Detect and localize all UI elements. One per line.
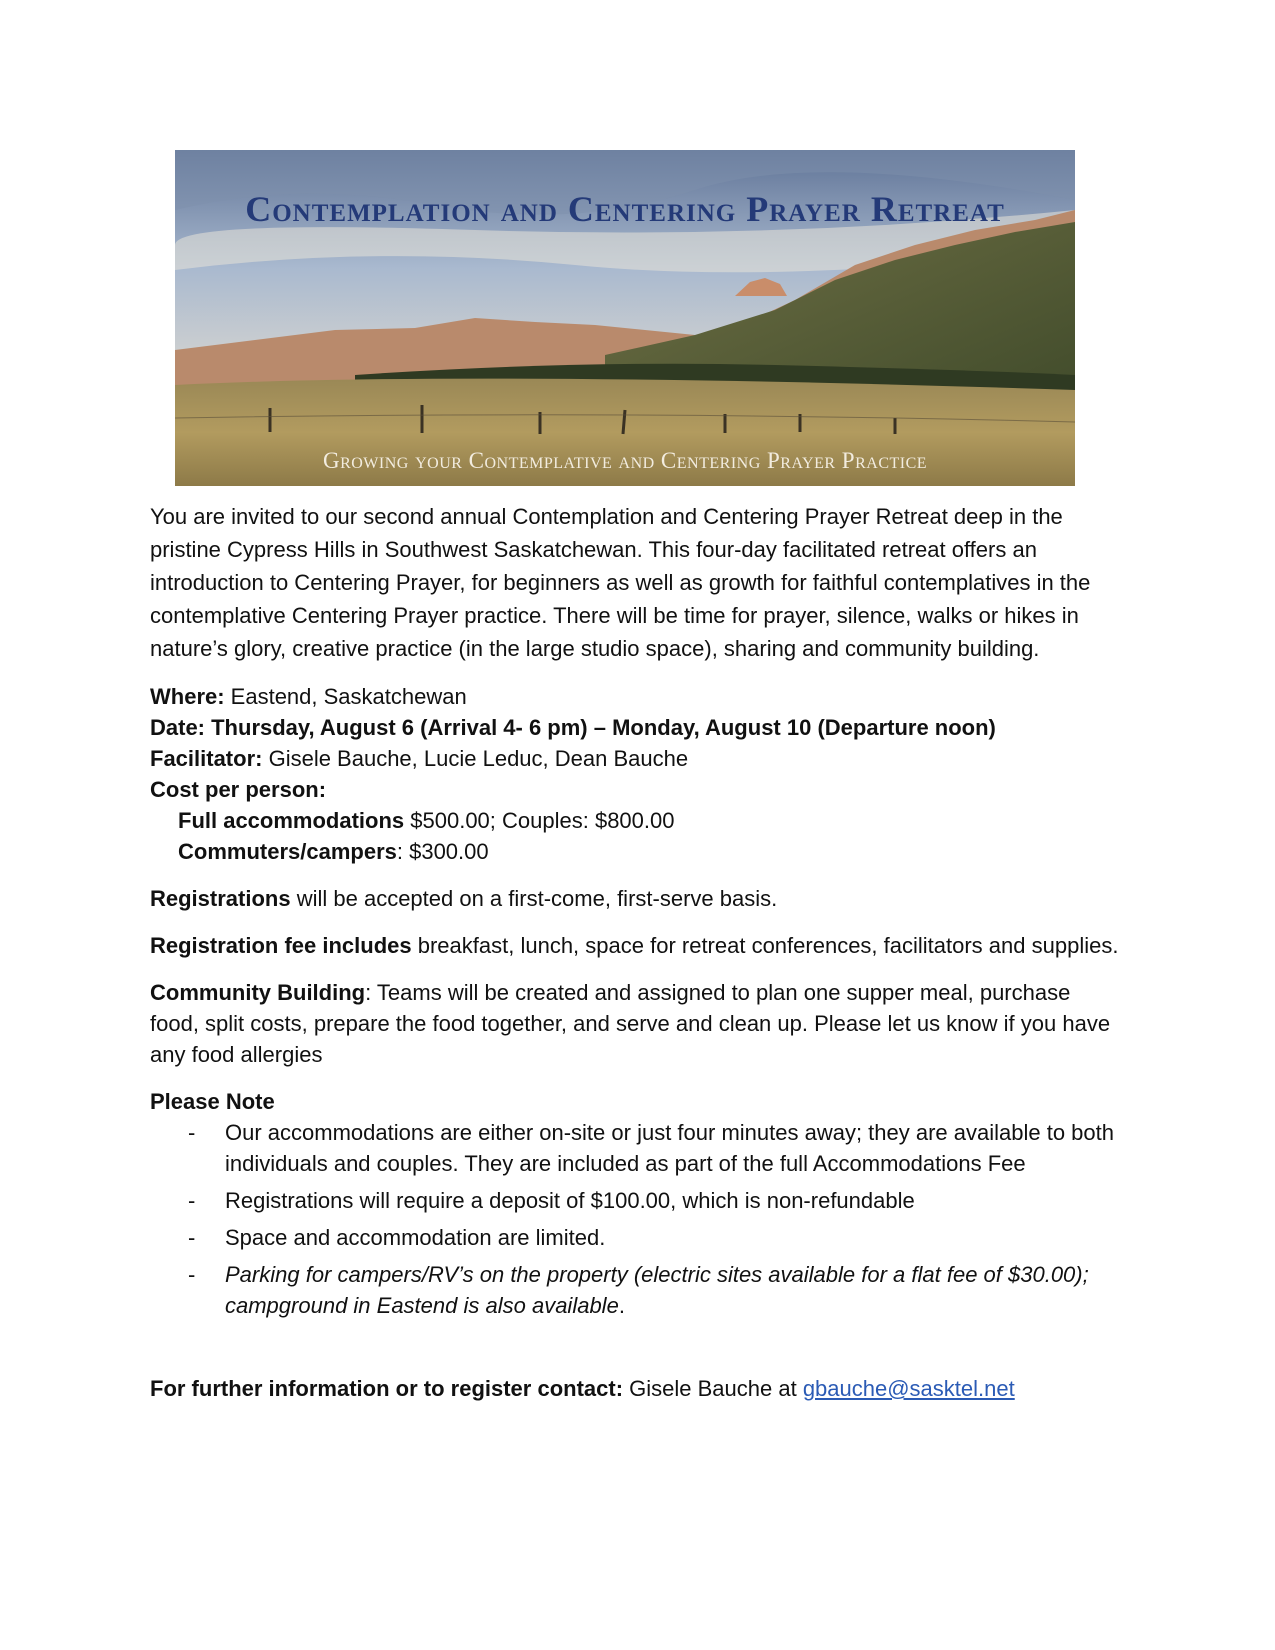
contact-line xyxy=(150,1373,1125,1404)
notes-title: Please Note xyxy=(150,1089,275,1114)
bullet-dash: - xyxy=(188,1225,196,1250)
registrations-text: will be accepted on a first-come, first-serve basis. xyxy=(290,886,778,911)
fee-paragraph xyxy=(150,930,1125,961)
facilitator-value: Gisele Bauche, Lucie Leduc, Dean Bauche xyxy=(262,746,689,771)
commuter-label: Commuters/campers xyxy=(178,839,397,864)
list-item xyxy=(150,1222,1125,1253)
facilitator-row xyxy=(150,743,1125,774)
where-label: Where: xyxy=(150,684,225,709)
registrations-paragraph xyxy=(150,883,1125,914)
flyer-body xyxy=(150,500,1125,1404)
banner-subtitle: Growing your Contemplative and Centering Prayer Practice xyxy=(322,448,928,473)
list-item xyxy=(150,1259,1125,1321)
list-item xyxy=(150,1117,1125,1179)
date-text: Date: Thursday, August 6 (Arrival 4- 6 pm) – Monday, August 10 (Departure noon) xyxy=(150,715,996,740)
event-details xyxy=(150,681,1125,867)
full-label: Full accommodations xyxy=(178,808,405,833)
facilitator-label: Facilitator: xyxy=(150,746,263,771)
note-text: Registrations will require a deposit of $100.00, which is non-refundable xyxy=(225,1188,915,1213)
community-paragraph xyxy=(150,977,1125,1070)
bullet-dash: - xyxy=(188,1188,196,1213)
banner-image xyxy=(175,150,1075,486)
contact-label: For further information or to register contact: xyxy=(150,1376,624,1401)
community-text: : Teams will be created and assigned to plan one supper meal, purchase food, split costs, prepare the food together, and serve and clean up. Please let us know if you have any food allergies xyxy=(150,980,1111,1067)
cost-label: Cost per person: xyxy=(150,777,327,802)
full-accommodations-row xyxy=(150,805,1125,836)
bullet-dash: - xyxy=(188,1262,196,1287)
note-text: Our accommodations are either on-site or just four minutes away; they are available to both individuals and couples. They are included as part of the full Accommodations Fee xyxy=(225,1120,1115,1176)
date-row xyxy=(150,712,1125,743)
email-link[interactable]: gbauche@sasktel.net xyxy=(802,1376,1015,1401)
commuters-row xyxy=(150,836,1125,867)
intro-paragraph: You are invited to our second annual Contemplation and Centering Prayer Retreat deep in the pristine Cypress Hills in Southwest Saskatchewan. This four-day facilitated retreat offers an introduction to Centering Prayer, for beginners as well as growth for faithful contemplatives in the contemplative Centering Prayer practice. There will be time for prayer, silence, walks or hikes in nature’s glory, creative practice (in the large studio space), sharing and community building. xyxy=(150,504,1091,661)
where-value: Eastend, Saskatchewan xyxy=(224,684,467,709)
community-label: Community Building xyxy=(150,980,366,1005)
where-row xyxy=(150,681,1125,712)
banner-title: Contemplation and Centering Prayer Retreat xyxy=(245,189,1005,229)
notes-list xyxy=(150,1117,1125,1321)
note-text: Parking for campers/RV’s on the property (electric sites available for a flat fee of $30.00); campground in Eastend is also available xyxy=(225,1262,1089,1318)
full-value: $500.00; Couples: $800.00 xyxy=(404,808,675,833)
note-text: Space and accommodation are limited. xyxy=(225,1225,606,1250)
cost-row xyxy=(150,774,1125,805)
registrations-label: Registrations xyxy=(150,886,291,911)
list-item xyxy=(150,1185,1125,1216)
commuter-value: : $300.00 xyxy=(396,839,489,864)
note-suffix: . xyxy=(618,1293,625,1318)
fee-label: Registration fee includes xyxy=(150,933,412,958)
contact-name: Gisele Bauche at xyxy=(623,1376,803,1401)
fee-text: breakfast, lunch, space for retreat conferences, facilitators and supplies. xyxy=(411,933,1119,958)
bullet-dash: - xyxy=(188,1120,196,1145)
